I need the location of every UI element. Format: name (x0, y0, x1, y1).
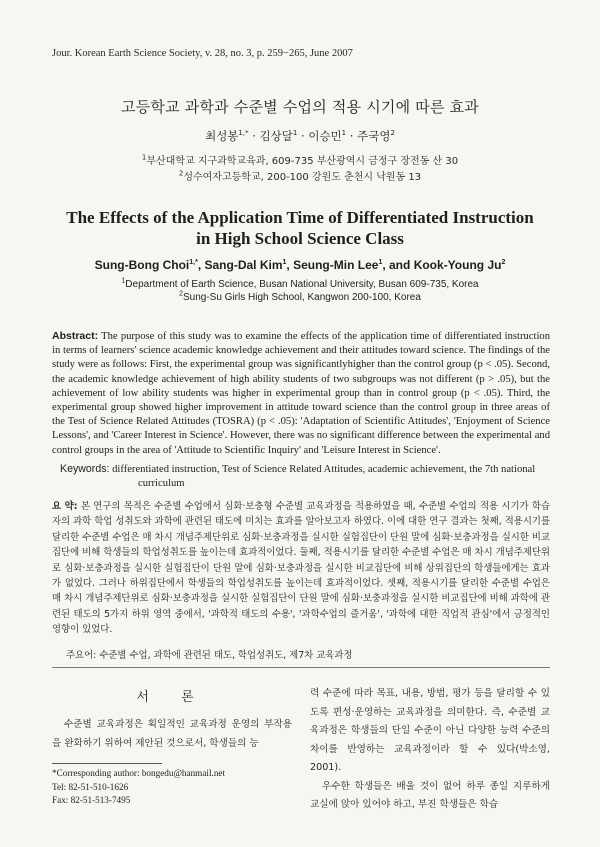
telephone: Tel: 82-51-510-1626 (52, 781, 129, 792)
korean-abstract (52, 499, 550, 638)
english-affiliation-1: $^1$Department of Earth Science, Busan National University, Busan 609-735, Korea (121, 277, 479, 290)
korean-affiliation-1: $^1$부산대학교 지구과학교육과, 609-735 부산광역시 금정구 장전동 산 30 (141, 153, 459, 167)
intro-right-column: 력 수준에 따라 목표, 내용, 방법, 평가 등을 달리할 수 있도록 편성·운영하는 교육과정을 의미한다. 즉, 수준별 교육과정은 학생들의 단일 수준이 아닌 다양한 능력 수준의 차이를 반영하는 교육과정이라 할 수 있다(박소영, 2001). 우수한 학생들은 배울 것이 없어 하루 종일 지루하게 교실에 앉아 있어야 하고, 부진 학생들은 학습 (310, 688, 550, 810)
footnote-divider (52, 763, 162, 764)
english-affiliation-2: $^2$Sung-Su Girls High School, Kangwon 200-100, Korea (179, 290, 421, 303)
author-sup: 1,* (238, 129, 249, 138)
korean-abstract-text: 본 연구의 목적은 수준별 수업에서 심화·보충형 수준별 교육과정을 적용하였을 때, 수준별 수업의 적용 시기가 학습자의 과학 학업 성취도와 과학에 관련된 태도에 미치는 효과를 알아보고자 하였다. 이에 대한 연구 결과는 첫째, 적용시기를 달리한 수준별 수업은 매 차시 개념주제단위로 심화·보충과정을 실시한 실험집단이 단원 말에 심화·보충과정을 실시한 비교집단에 비해 학생들의 학업성취도를 높이는데 효과적이었다. 둘째, 적용시기를 달리한 수준별 수업은 매 차시 개념주제단위로 심화·보충과정을 실시한 실험집단이 단원 말에 심화·보충과정을 실시한 비교집단에 비해 상위집단의 학생들에게는 효과가 없었다. 그러나 하위집단에서 학생들의 학업성취도를 높이는데 효과적이었다. 셋째, 적용시기를 달리한 수준별 수업은 매 차시 개념주제단위로 심화·보충과정을 실시한 실험집단이 단원 말에 심화·보충과정을 실시한 비교집단에 비해 과학에 관련된 태도의 5가지 하위 영역 중에서, '과학적 태도의 수용', '과학수업의 즐거움', '과학에 대한 직업적 관심'에서 긍정적인 영향이 있었다. (52, 501, 550, 636)
korean-keywords: 주요어: 수준별 수업, 과학에 관련된 태도, 학업성취도, 제7차 교육과정 (66, 650, 353, 661)
keywords-label: Keywords: (60, 463, 110, 475)
section-heading-introduction: 서 론 (136, 690, 208, 705)
section-divider (52, 667, 550, 668)
author-name: 이승민 (308, 129, 342, 143)
author-name: 김상달 (259, 129, 293, 143)
journal-citation: Jour. Korean Earth Science Society, v. 28, no. 3, p. 259−265, June 2007 (52, 48, 353, 59)
author-name: 주국영 (357, 129, 391, 143)
fax: Fax: 82-51-513-7495 (52, 795, 131, 806)
author-sup: 1 (341, 129, 347, 138)
abstract-label: Abstract: (52, 330, 99, 342)
korean-title: 고등학교 과학과 수준별 수업의 적용 시기에 따른 효과 (121, 98, 479, 116)
keywords: Keywords: differentiated instruction, Test of Science Related Attitudes, academic achievement, the 7th national curriculum (60, 463, 536, 490)
intro-left-column: 수준별 교육과정은 획일적인 교육과정 운영의 부작용을 완화하기 위하여 제안된 것으로서, 학생들의 능 (52, 719, 292, 749)
abstract-text: The purpose of this study was to examine the effects of the application time of differentiated instruction in terms of learners' science academic knowledge achievement and their attitudes toward science. The findings of the study were as follows: First, the experimental group was significantlyhigher than the control group (p < .05). Second, the academic knowledge achievement of high ability students of two subgroups was not different (p > .05), but the achievement of low ability students was higher in experimental group than in control group (p < .05). Third, the experimental group showed higher improvement in attitude toward science than the control group in three areas of the Test of Science Related Attitudes (TOSRA) (p < .05): 'Adaptation of Scientific Attitudes', 'Enjoyment of Science Lessons', and 'Career Interest in Science'. However, there was no significant difference between the experimental and control groups in the area of 'Attitude to Scientific Inquiry' and 'Leisure Interest in Science'. (52, 331, 550, 456)
korean-affiliation-2: $^2$성수여자고등학교, 200-100 강원도 춘천시 낙원동 13 (178, 169, 422, 183)
english-authors: Sung-Bong Choi$^{1,*}$, Sang-Dal Kim$^1$, Seung-Min Lee$^1$, and Kook-Young Ju$^2$ (94, 258, 506, 272)
english-title: The Effects of the Application Time of Differentiated Instruction in High School Science Class (66, 208, 534, 248)
author-name: 최성봉 (205, 129, 239, 143)
korean-abstract-label: 요 약: (52, 501, 78, 512)
author-sup: 1 (292, 129, 298, 138)
footnotes (52, 767, 292, 808)
korean-authors: 최성봉$^{1,*}$ · 김상달$^1$ · 이승민$^1$ · 주국영$^2$ (205, 129, 395, 143)
corresponding-author: *Corresponding author: bongedu@hanmail.net (52, 768, 226, 778)
english-abstract (52, 329, 550, 458)
author-sup: 2 (390, 129, 395, 138)
